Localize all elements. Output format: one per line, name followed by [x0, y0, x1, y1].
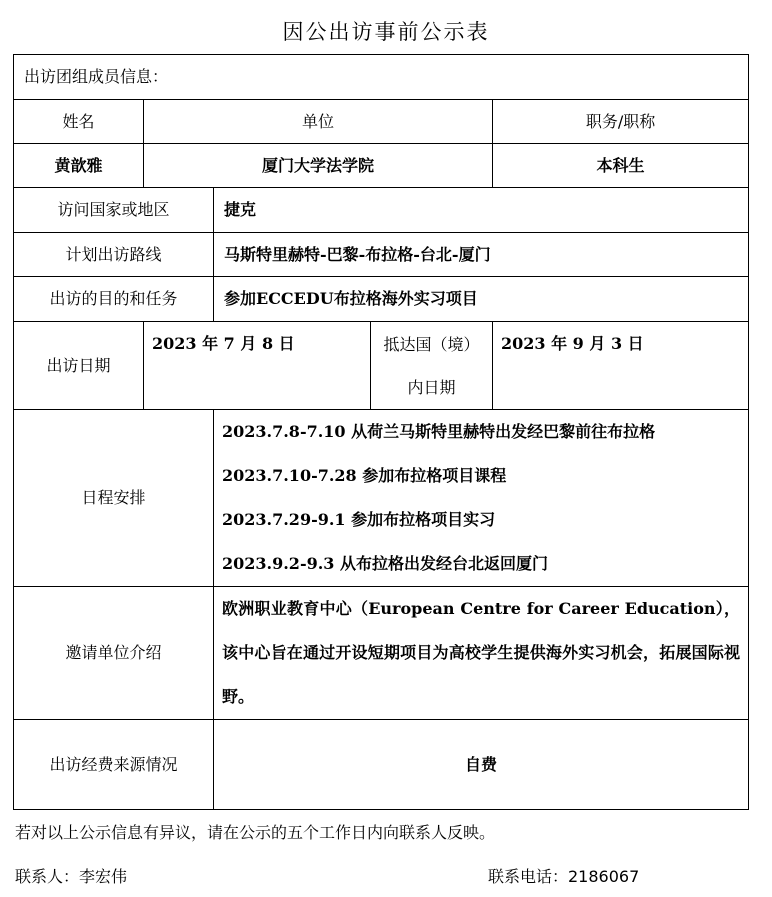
- depart-date-value: 2023 年 7 月 8 日: [144, 322, 371, 410]
- schedule-item: 2023.7.8-7.10 从荷兰马斯特里赫特出发经巴黎前往布拉格: [222, 422, 656, 441]
- dates-row: [14, 322, 749, 410]
- unit-column-header: 单位: [144, 100, 493, 144]
- arrive-date-label-line2: 内日期: [407, 377, 456, 397]
- funding-value: 自费: [214, 720, 749, 810]
- arrive-date-label-line1: 抵达国（境）: [383, 334, 480, 354]
- schedule-item: 2023.9.2-9.3 从布拉格出发经台北返回厦门: [222, 554, 548, 573]
- members-header-row: [14, 55, 749, 100]
- contact-person: 联系人：李宏伟: [15, 867, 128, 886]
- position-column-header: 职务/职称: [493, 100, 749, 144]
- country-label: 访问国家或地区: [14, 188, 214, 233]
- depart-date-label: 出访日期: [14, 322, 144, 410]
- schedule-item: 2023.7.29-9.1 参加布拉格项目实习: [222, 510, 496, 529]
- arrive-date-value: 2023 年 9 月 3 日: [493, 322, 749, 410]
- member-name: 黄歆雅: [14, 144, 144, 188]
- country-row: [14, 188, 749, 233]
- purpose-label: 出访的目的和任务: [14, 277, 214, 322]
- member-position: 本科生: [493, 144, 749, 188]
- schedule-item: 2023.7.10-7.28 参加布拉格项目课程: [222, 466, 507, 485]
- funding-row: [14, 720, 749, 810]
- contact-phone: 联系电话：2186067: [488, 867, 640, 886]
- route-row: [14, 233, 749, 277]
- purpose-row: [14, 277, 749, 322]
- schedule-row: [14, 410, 749, 587]
- disclosure-table: [13, 54, 749, 810]
- funding-label: 出访经费来源情况: [14, 720, 214, 810]
- name-column-header: 姓名: [14, 100, 144, 144]
- route-label: 计划出访路线: [14, 233, 214, 277]
- objection-note: 若对以上公示信息有异议，请在公示的五个工作日内向联系人反映。: [15, 823, 496, 842]
- page-title: 因公出访事前公示表: [282, 20, 490, 44]
- schedule-list: [214, 410, 749, 587]
- route-value: 马斯特里赫特-巴黎-布拉格-台北-厦门: [214, 233, 749, 277]
- inviter-cell: [214, 587, 749, 720]
- purpose-value: 参加ECCEDU布拉格海外实习项目: [214, 277, 749, 322]
- inviter-label: 邀请单位介绍: [14, 587, 214, 720]
- schedule-label: 日程安排: [14, 410, 214, 587]
- arrive-date-label: [371, 322, 493, 410]
- member-unit: 厦门大学法学院: [144, 144, 493, 188]
- members-header: 出访团组成员信息：: [14, 55, 749, 100]
- country-value: 捷克: [214, 188, 749, 233]
- member-row: [14, 144, 749, 188]
- inviter-description: 欧洲职业教育中心（European Centre for Career Education），该中心旨在通过开设短期项目为高校学生提供海外实习机会，拓展国际视野。: [222, 599, 741, 706]
- inviter-row: [14, 587, 749, 720]
- column-header-row: [14, 100, 749, 144]
